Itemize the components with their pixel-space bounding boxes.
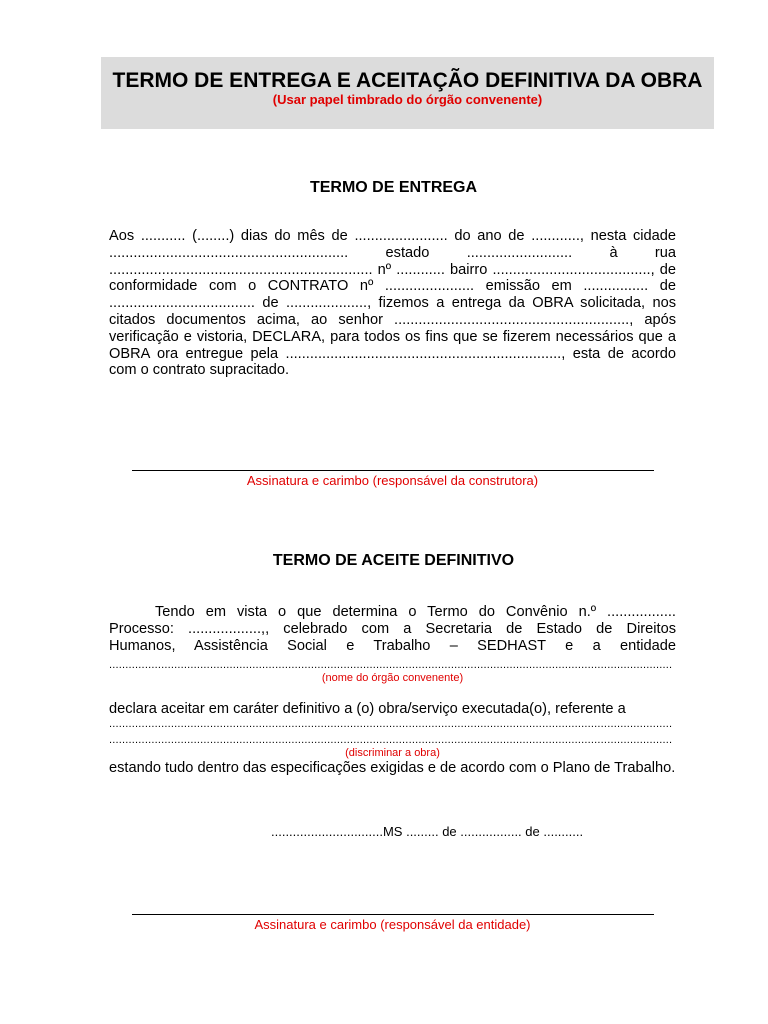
aceite-line-2: Processo: ..................,, celebrado com a Secretaria de Estado de Direitos bbox=[109, 621, 676, 637]
note-orgao-convenente: (nome do órgão convenente) bbox=[321, 672, 464, 684]
document-subtitle: (Usar papel timbrado do órgão convenente) bbox=[272, 92, 543, 107]
place-date-line: ...............................MS ......... de ................. de ........... bbox=[271, 824, 584, 839]
aceite-line-1: Tendo em vista o que determina o Termo do Convênio n.º ................. bbox=[155, 604, 676, 620]
signature-label-construtora: Assinatura e carimbo (responsável da construtora) bbox=[246, 473, 539, 488]
note-discriminar-obra: (discriminar a obra) bbox=[345, 747, 440, 759]
entidade-dotted-line bbox=[109, 659, 673, 671]
termo-entrega-paragraph: Aos ........... (........) dias do mês de ....................... do ano de ............, nesta cidade ........................................................... estado .......................... à rua ................................................................. nº ............ bairro ......................................., de conformidade com o CONTRATO nº ...................... emissão em ................ de .................................... de ...................., fizemos a entrega da OBRA solicitada, nos citados documentos acima, ao senhor .........................................................., após verificação e vistoria, DECLARA, para todos os fins que se fizerem necessários que a OBRA ora entregue pela ...................................................................., esta de acordo com o contrato supracitado. bbox=[109, 228, 676, 379]
document-title: TERMO DE ENTREGA E ACEITAÇÃO DEFINITIVA DA OBRA bbox=[112, 69, 703, 92]
obra-dotted-line-1 bbox=[109, 718, 673, 730]
aceite-line-3: Humanos, Assistência Social e Trabalho – SEDHAST e a entidade bbox=[109, 638, 676, 654]
signature-label-entidade: Assinatura e carimbo (responsável da entidade) bbox=[254, 917, 531, 932]
termo-aceite-title: TERMO DE ACEITE DEFINITIVO bbox=[272, 552, 515, 569]
signature-line-construtora bbox=[132, 470, 654, 471]
termo-entrega-title: TERMO DE ENTREGA bbox=[309, 179, 478, 196]
obra-dotted-line-2 bbox=[109, 734, 673, 746]
declara-line: declara aceitar em caráter definitivo a (o) obra/serviço executada(o), referente a bbox=[109, 701, 626, 717]
closing-paragraph: estando tudo dentro das especificações exigidas e de acordo com o Plano de Trabalho. bbox=[109, 760, 676, 776]
signature-line-entidade bbox=[132, 914, 654, 915]
